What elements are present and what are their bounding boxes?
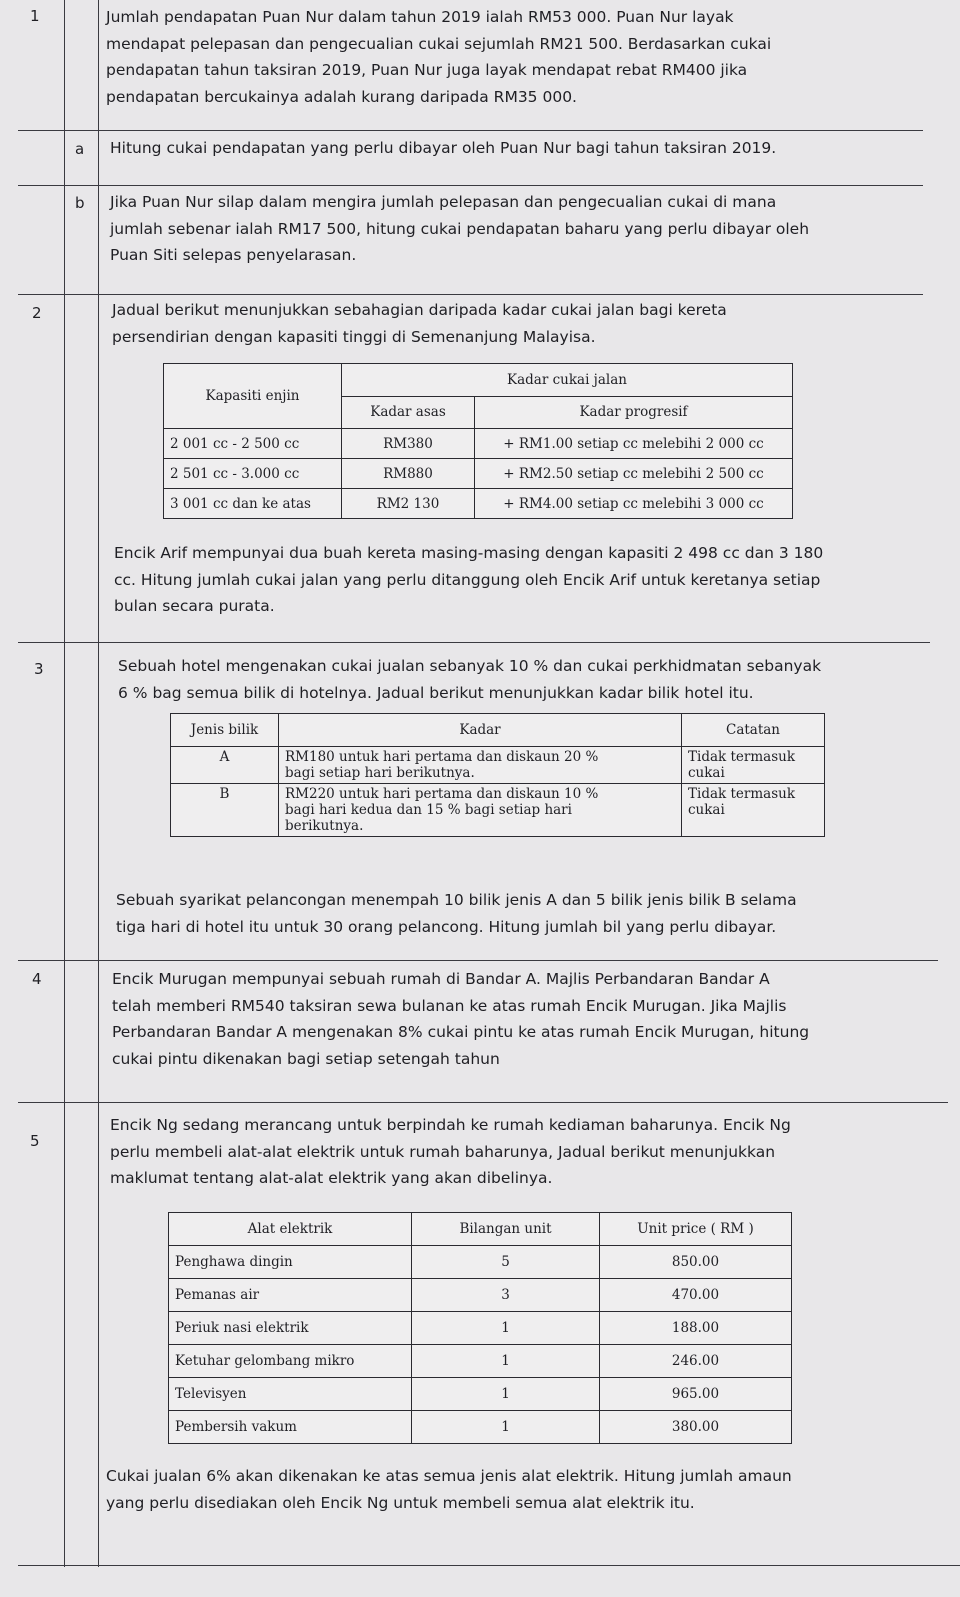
cell-kadar [279, 784, 682, 837]
question-5-text [106, 1463, 951, 1516]
cell-progresif: + RM4.00 setiap cc melebihi 3 000 cc [475, 489, 793, 519]
row-divider [18, 185, 923, 186]
question-1-stem [106, 4, 921, 110]
header-kadar-cukai: Kadar cukai jalan [342, 364, 793, 397]
text-line: RM220 untuk hari pertama dan diskaun 10 % [285, 786, 599, 802]
question-number: 2 [32, 304, 42, 322]
road-tax-table [163, 363, 793, 519]
header-alat: Alat elektrik [169, 1213, 412, 1246]
cell-kapasiti: 2 501 cc - 3.000 cc [164, 459, 342, 489]
header-unit-price: Unit price ( RM ) [600, 1213, 792, 1246]
text-line: Jika Puan Nur silap dalam mengira jumlah pelepasan dan pengecualian cukai di mana [110, 193, 777, 211]
row-divider [18, 1102, 948, 1103]
text-line: 6 % bag semua bilik di hotelnya. Jadual berikut menunjukkan kadar bilik hotel itu. [118, 683, 754, 702]
row-divider [18, 1565, 960, 1566]
cell-asas: RM2 130 [342, 489, 475, 519]
table-row [169, 1345, 792, 1378]
cell-unit: 5 [412, 1246, 600, 1279]
cell-alat: Televisyen [169, 1378, 412, 1411]
table-row [169, 1246, 792, 1279]
cell-catatan [682, 747, 825, 784]
cell-catatan [682, 784, 825, 837]
table-row [164, 429, 793, 459]
text-line: jumlah sebenar ialah RM17 500, hitung cukai pendapatan baharu yang perlu dibayar oleh [110, 219, 810, 238]
text-line: Hitung cukai pendapatan yang perlu dibayar oleh Puan Nur bagi tahun taksiran 2019. [110, 139, 777, 157]
question-number: 1 [30, 7, 40, 25]
text-line: cukai [688, 765, 725, 781]
text-line: RM180 untuk hari pertama dan diskaun 20 % [285, 749, 599, 765]
text-line: bulan secara purata. [114, 597, 275, 615]
header-kapasiti: Kapasiti enjin [164, 364, 342, 429]
row-divider [18, 960, 938, 961]
cell-price: 470.00 [600, 1279, 792, 1312]
text-line: yang perlu disediakan oleh Encik Ng untuk membeli semua alat elektrik itu. [106, 1493, 695, 1512]
cell-unit: 1 [412, 1312, 600, 1345]
text-line: pendapatan tahun taksiran 2019, Puan Nur juga layak mendapat rebat RM400 jika [106, 61, 748, 79]
row-divider [18, 130, 923, 131]
text-line: berikutnya. [285, 818, 364, 834]
cell-price: 850.00 [600, 1246, 792, 1279]
question-number: 4 [32, 970, 42, 988]
question-3-text [116, 887, 938, 940]
text-line: telah memberi RM540 taksiran sewa bulanan ke atas rumah Encik Murugan. Jika Majlis [112, 996, 787, 1015]
header-bilangan: Bilangan unit [412, 1213, 600, 1246]
text-line: perlu membeli alat-alat elektrik untuk rumah baharunya, Jadual berikut menunjukkan [110, 1142, 776, 1161]
row-divider [18, 642, 930, 643]
question-number: 3 [34, 660, 44, 678]
header-catatan: Catatan [682, 714, 825, 747]
cell-alat: Pemanas air [169, 1279, 412, 1312]
question-2-intro [112, 297, 927, 350]
header-jenis-bilik: Jenis bilik [171, 714, 279, 747]
text-line: Sebuah syarikat pelancongan menempah 10 bilik jenis A dan 5 bilik jenis bilik B selama [116, 891, 797, 909]
cell-alat: Penghawa dingin [169, 1246, 412, 1279]
table-row [169, 1279, 792, 1312]
row-divider [18, 294, 923, 295]
hotel-room-rate-table [170, 713, 825, 837]
table-row [164, 459, 793, 489]
text-line: Encik Arif mempunyai dua buah kereta masing-masing dengan kapasiti 2 498 cc dan 3 180 [114, 544, 824, 562]
text-line: maklumat tentang alat-alat elektrik yang akan dibelinya. [110, 1169, 553, 1187]
text-line: cukai [688, 802, 725, 818]
cell-alat: Pembersih vakum [169, 1411, 412, 1444]
cell-price: 188.00 [600, 1312, 792, 1345]
cell-price: 246.00 [600, 1345, 792, 1378]
table-row [171, 747, 825, 784]
text-line: Encik Ng sedang merancang untuk berpindah ke rumah kediaman baharunya. Encik Ng [110, 1116, 791, 1134]
cell-alat: Periuk nasi elektrik [169, 1312, 412, 1345]
column-divider-right [98, 0, 99, 1567]
cell-price: 380.00 [600, 1411, 792, 1444]
cell-jenis: B [171, 784, 279, 837]
header-kadar-asas: Kadar asas [342, 396, 475, 429]
header-kadar: Kadar [279, 714, 682, 747]
cell-unit: 1 [412, 1378, 600, 1411]
cell-unit: 1 [412, 1345, 600, 1378]
table-row [169, 1312, 792, 1345]
table-row [171, 784, 825, 837]
question-number: 5 [30, 1132, 40, 1150]
part-label: a [75, 140, 85, 158]
cell-asas: RM380 [342, 429, 475, 459]
part-label: b [75, 194, 85, 212]
text-line: Tidak termasuk [688, 786, 796, 802]
electrical-items-table [168, 1212, 792, 1444]
cell-progresif: + RM2.50 setiap cc melebihi 2 500 cc [475, 459, 793, 489]
header-kadar-progresif: Kadar progresif [475, 396, 793, 429]
text-line: persendirian dengan kapasiti tinggi di Semenanjung Malayisa. [112, 327, 596, 346]
column-divider-left [64, 0, 65, 1567]
cell-alat: Ketuhar gelombang mikro [169, 1345, 412, 1378]
table-row [169, 1378, 792, 1411]
text-line: pendapatan bercukainya adalah kurang daripada RM35 000. [106, 87, 577, 106]
cell-kapasiti: 2 001 cc - 2 500 cc [164, 429, 342, 459]
text-line: bagi setiap hari berikutnya. [285, 765, 475, 781]
text-line: Tidak termasuk [688, 749, 796, 765]
question-5-intro [110, 1112, 950, 1192]
question-1b-text [110, 189, 925, 269]
text-line: Puan Siti selepas penyelarasan. [110, 246, 357, 264]
cell-asas: RM880 [342, 459, 475, 489]
text-line: Jumlah pendapatan Puan Nur dalam tahun 2019 ialah RM53 000. Puan Nur layak [106, 8, 734, 26]
cell-progresif: + RM1.00 setiap cc melebihi 2 000 cc [475, 429, 793, 459]
text-line: bagi hari kedua dan 15 % bagi setiap hari [285, 802, 572, 818]
text-line: cc. Hitung jumlah cukai jalan yang perlu ditanggung oleh Encik Arif untuk keretanya setiap [114, 570, 821, 589]
question-4-text [112, 966, 952, 1072]
question-1a-text [110, 135, 925, 162]
text-line: cukai pintu dikenakan bagi setiap setengah tahun [112, 1049, 500, 1068]
text-line: mendapat pelepasan dan pengecualian cukai sejumlah RM21 500. Berdasarkan cukai [106, 34, 772, 53]
cell-jenis: A [171, 747, 279, 784]
cell-kapasiti: 3 001 cc dan ke atas [164, 489, 342, 519]
question-3-intro [118, 653, 940, 706]
question-2-text [114, 540, 936, 620]
text-line: Jadual berikut menunjukkan sebahagian daripada kadar cukai jalan bagi kereta [112, 301, 727, 319]
text-line: Perbandaran Bandar A mengenakan 8% cukai pintu ke atas rumah Encik Murugan, hitung [112, 1023, 810, 1041]
text-line: Encik Murugan mempunyai sebuah rumah di Bandar A. Majlis Perbandaran Bandar A [112, 970, 770, 988]
text-line: tiga hari di hotel itu untuk 30 orang pelancong. Hitung jumlah bil yang perlu dibayar. [116, 917, 777, 936]
text-line: Sebuah hotel mengenakan cukai jualan sebanyak 10 % dan cukai perkhidmatan sebanyak [118, 657, 822, 675]
cell-unit: 1 [412, 1411, 600, 1444]
text-line: Cukai jualan 6% akan dikenakan ke atas semua jenis alat elektrik. Hitung jumlah amaun [106, 1467, 792, 1485]
table-row [169, 1411, 792, 1444]
cell-unit: 3 [412, 1279, 600, 1312]
cell-price: 965.00 [600, 1378, 792, 1411]
cell-kadar [279, 747, 682, 784]
table-row [164, 489, 793, 519]
